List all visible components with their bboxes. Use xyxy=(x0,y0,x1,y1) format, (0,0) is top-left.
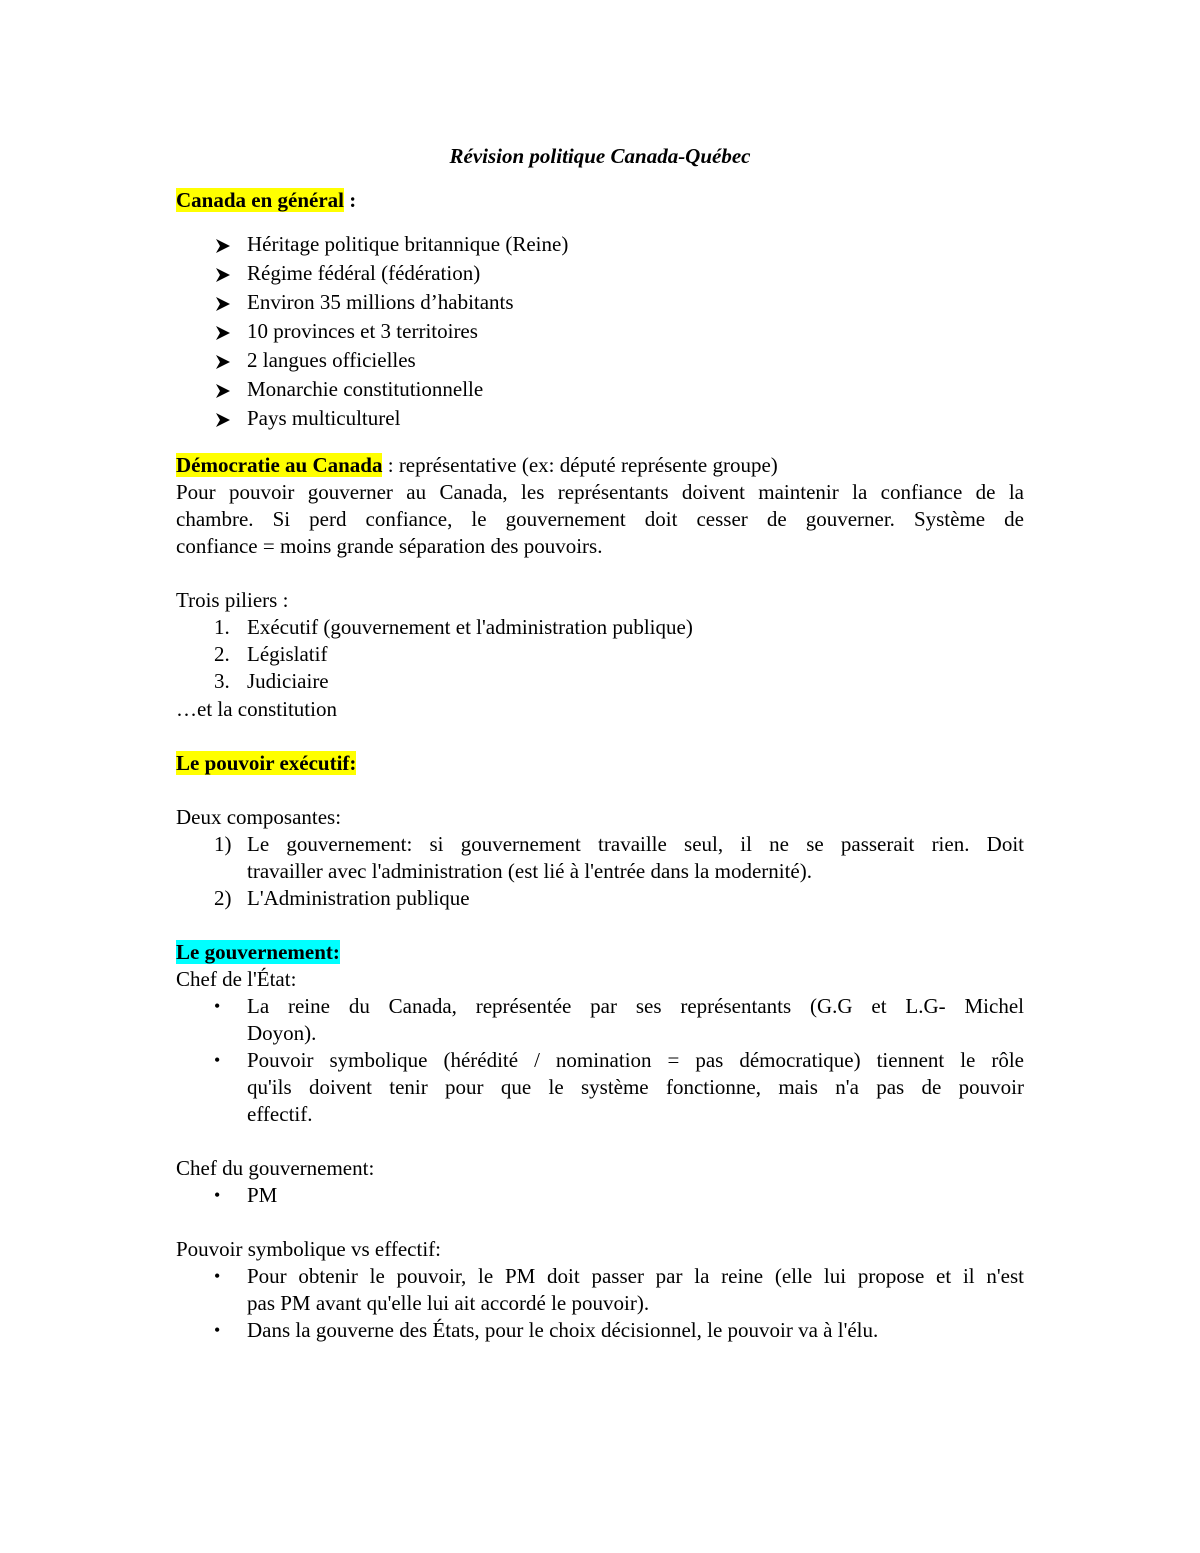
list-number: 1. xyxy=(214,615,230,639)
arrow-bullet-icon xyxy=(215,267,231,283)
list-item-text: Monarchie constitutionnelle xyxy=(247,377,484,401)
list-item-line: effectif. xyxy=(247,1102,313,1126)
list-number: 2. xyxy=(214,642,230,666)
list-item-line: L'Administration publique xyxy=(247,886,470,910)
list-item-text: 2 langues officielles xyxy=(247,348,416,372)
heading-executif-text: Le pouvoir exécutif: xyxy=(176,751,357,775)
heading-democratie-text: Démocratie au Canada xyxy=(176,453,383,477)
paragraph-line: confiance = moins grande séparation des pouvoirs. xyxy=(176,534,603,558)
arrow-bullet-icon xyxy=(215,383,231,399)
arrow-bullet-icon xyxy=(215,238,231,254)
section-heading-executif xyxy=(176,750,356,777)
list-item-line: travailler avec l'administration (est lié à l'entrée dans la modernité). xyxy=(247,859,813,883)
list-number: 2) xyxy=(214,886,232,910)
list-item-line: Le gouvernement: si gouvernement travaille seul, il ne se passerait rien. Doit xyxy=(247,832,1024,856)
piliers-outro: …et la constitution xyxy=(176,697,337,721)
heading-canada-text: Canada en général xyxy=(176,188,344,212)
document-title: Révision politique Canada-Québec xyxy=(449,144,751,168)
heading-democratie-suffix: : représentative (ex: député représente groupe) xyxy=(382,453,778,477)
list-item-text: Héritage politique britannique (Reine) xyxy=(247,232,569,256)
bullet-icon: • xyxy=(214,1320,221,1340)
bullet-icon: • xyxy=(214,1185,221,1205)
list-item-text: PM xyxy=(247,1183,278,1207)
list-item-line: pas PM avant qu'elle lui ait accordé le pouvoir). xyxy=(247,1291,650,1315)
list-item-line: Doyon). xyxy=(247,1021,317,1045)
piliers-intro: Trois piliers : xyxy=(176,588,289,612)
list-item-text: Pays multiculturel xyxy=(247,406,401,430)
list-item-text: Régime fédéral (fédération) xyxy=(247,261,481,285)
list-item-text: 10 provinces et 3 territoires xyxy=(247,319,478,343)
heading-gouvernement-text: Le gouvernement: xyxy=(176,940,340,964)
list-item-line: Pouvoir symbolique (hérédité / nomination = pas démocratique) tiennent le rôle xyxy=(247,1048,1024,1072)
symbolique-label: Pouvoir symbolique vs effectif: xyxy=(176,1237,441,1261)
list-item-text: Législatif xyxy=(247,642,328,666)
section-heading-canada xyxy=(176,187,356,214)
list-item-line: La reine du Canada, représentée par ses représentants (G.G et L.G- Michel xyxy=(247,994,1024,1018)
bullet-icon: • xyxy=(214,1050,221,1070)
bullet-icon: • xyxy=(214,1266,221,1286)
list-number: 3. xyxy=(214,669,230,693)
arrow-bullet-icon xyxy=(215,325,231,341)
list-item-line: qu'ils doivent tenir pour que le système fonctionne, mais n'a pas de pouvoir xyxy=(247,1075,1024,1099)
arrow-bullet-icon xyxy=(215,412,231,428)
executif-intro: Deux composantes: xyxy=(176,805,342,829)
list-number: 1) xyxy=(214,832,232,856)
heading-canada-suffix: : xyxy=(344,188,357,212)
section-heading-gouvernement xyxy=(176,939,340,966)
arrow-bullet-icon xyxy=(215,296,231,312)
paragraph-line: chambre. Si perd confiance, le gouvernement doit cesser de gouverner. Système de xyxy=(176,507,1024,531)
list-item-line: Dans la gouverne des États, pour le choix décisionnel, le pouvoir va à l'élu. xyxy=(247,1318,879,1342)
arrow-bullet-icon xyxy=(215,354,231,370)
list-item-text: Judiciaire xyxy=(247,669,329,693)
list-item-line: Pour obtenir le pouvoir, le PM doit passer par la reine (elle lui propose et il n'est xyxy=(247,1264,1024,1288)
list-item-text: Environ 35 millions d’habitants xyxy=(247,290,514,314)
chef-etat-label: Chef de l'État: xyxy=(176,967,297,991)
chef-gouv-label: Chef du gouvernement: xyxy=(176,1156,375,1180)
paragraph-line: Pour pouvoir gouverner au Canada, les représentants doivent maintenir la confiance de la xyxy=(176,480,1024,504)
section-heading-democratie xyxy=(176,452,778,479)
bullet-icon: • xyxy=(214,996,221,1016)
list-item-text: Exécutif (gouvernement et l'administration publique) xyxy=(247,615,693,639)
